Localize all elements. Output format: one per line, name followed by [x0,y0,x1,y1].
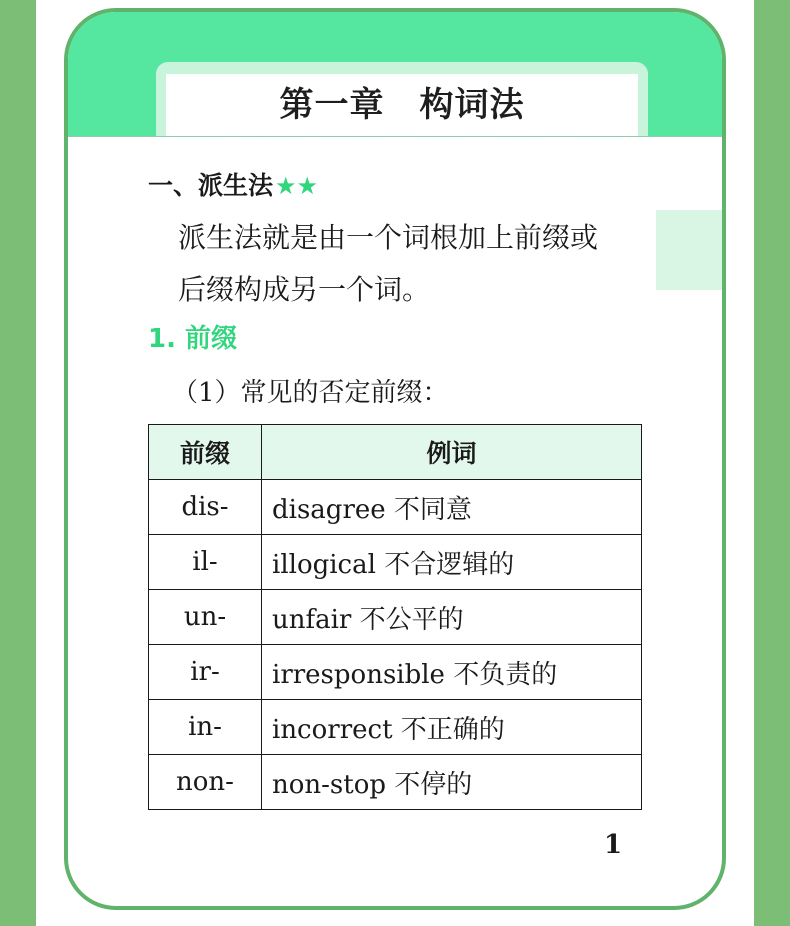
prefix-cell: dis- [149,480,262,535]
page-number: 1 [604,830,623,860]
section-intro [178,212,648,316]
left-side-bar [0,0,36,926]
edge-tab-marker [656,210,722,290]
section-heading [148,166,318,202]
table-row [149,590,642,645]
prefix-cell: non- [149,755,262,810]
prefix-cell: un- [149,590,262,645]
subsection-heading: 1. 前缀 [148,324,238,354]
prefix-cell: ir- [149,645,262,700]
prefix-table [148,424,642,810]
example-cell: incorrect 不正确的 [262,700,642,755]
table-row [149,480,642,535]
list-title: （1）常见的否定前缀： [172,378,449,408]
example-cell: irresponsible 不负责的 [262,645,642,700]
chapter-title: 第一章 构词法 [279,85,525,125]
page-card [64,8,726,910]
right-side-bar [754,0,790,926]
intro-line: 后缀构成另一个词。 [178,273,431,306]
star-rating: ★★ [275,172,319,200]
title-plate-inner [166,74,638,136]
table-row [149,700,642,755]
example-cell: non-stop 不停的 [262,755,642,810]
table-row [149,645,642,700]
example-cell: illogical 不合逻辑的 [262,535,642,590]
prefix-cell: il- [149,535,262,590]
table-row [149,535,642,590]
intro-line: 派生法就是由一个词根加上前缀或 [178,221,599,254]
title-plate [156,62,648,136]
example-cell: disagree 不同意 [262,480,642,535]
prefix-cell: in- [149,700,262,755]
header-example: 例词 [262,425,642,480]
header-prefix: 前缀 [149,425,262,480]
table-row [149,755,642,810]
section-heading-text: 一、派生法 [148,171,274,200]
example-cell: unfair 不公平的 [262,590,642,645]
table-header-row [149,425,642,480]
